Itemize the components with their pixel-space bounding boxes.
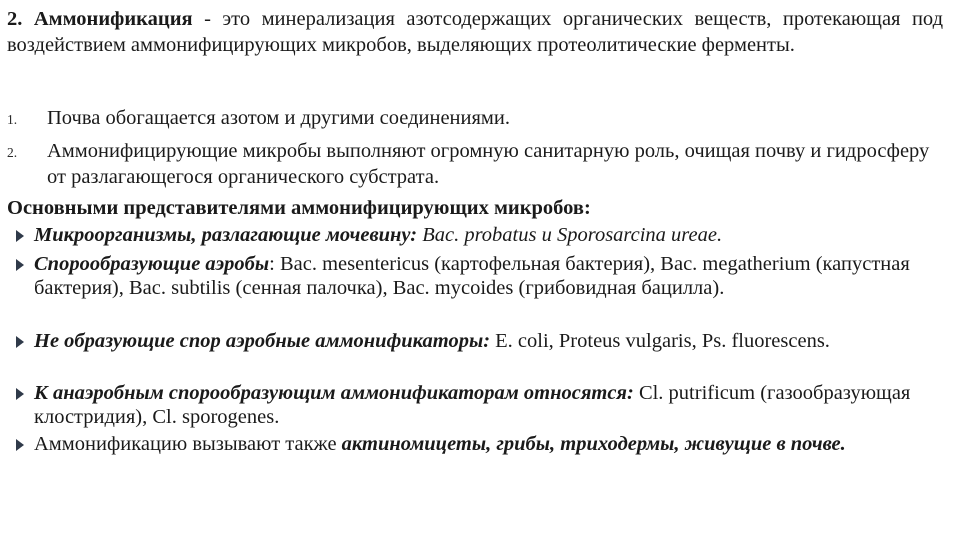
bullet-label: Не образующие спор аэробные аммонификаторы:	[34, 330, 491, 352]
item-number: 2.	[7, 145, 18, 160]
bullet-arrow-icon	[16, 388, 24, 400]
representatives-heading: Основными представителями аммонифицирующих микробов:	[7, 197, 591, 219]
bullet-arrow-icon	[16, 439, 24, 451]
bullet-text	[34, 432, 942, 456]
bullet-arrow-icon	[16, 230, 24, 242]
bullet-urea-decomposers	[16, 223, 942, 247]
bullet-body: : Bac. mesentericus (картофельная бактерия), Bac. megatherium (капустная бактерия), Bac. subtilis (сенная палочка), Bac. mycoides (грибовидная бацилла).	[34, 253, 910, 299]
bullet-label: Микроорганизмы, разлагающие мочевину:	[34, 224, 418, 246]
bullet-body: Cl. putrificum (газообразующая клостридия), Cl. sporogenes.	[34, 382, 911, 428]
item-text: Почва обогащается азотом и другими соединениями.	[47, 107, 510, 129]
bullet-anaerobic-ammonifiers	[16, 381, 942, 429]
bullet-text	[34, 252, 942, 300]
numbered-item-2	[7, 138, 943, 190]
bullet-arrow-icon	[16, 336, 24, 348]
bullet-arrow-icon	[16, 259, 24, 271]
bullet-label: Спорообразующие аэробы	[34, 253, 270, 275]
bullet-label: актиномицеты, грибы, триходермы, живущие в почве.	[341, 433, 846, 455]
ammonification-definition: - это минерализация азотсодержащих органических веществ, протекающая под воздействием аммонифицирующих микробов, выделяющих протеолитические ферменты.	[7, 8, 944, 56]
item-text: Аммонифицирующие микробы выполняют огромную санитарную роль, очищая почву и гидросферу от разлагающегося органического субстрата.	[47, 140, 930, 188]
bullet-prefix: Аммонификацию вызывают также	[34, 433, 342, 455]
bullet-body: E. coli, Proteus vulgaris, Ps. fluorescens.	[490, 330, 830, 352]
bullet-label: К анаэробным спорообразующим аммонификаторам относятся:	[34, 382, 634, 404]
numbered-item-1	[7, 105, 943, 131]
bullet-text	[34, 223, 942, 247]
bullet-other-ammonifiers	[16, 432, 942, 456]
ammonification-term: 2. Аммонификация	[7, 8, 193, 30]
bullet-non-spore-aerobes	[16, 329, 942, 353]
item-number: 1.	[7, 112, 18, 127]
bullet-spore-forming-aerobes	[16, 252, 942, 300]
bullet-body: Bac. probatus и Sporosarcina ureae.	[417, 224, 723, 246]
bullet-text	[34, 381, 942, 429]
intro-paragraph	[7, 6, 943, 58]
bullet-text	[34, 329, 942, 353]
